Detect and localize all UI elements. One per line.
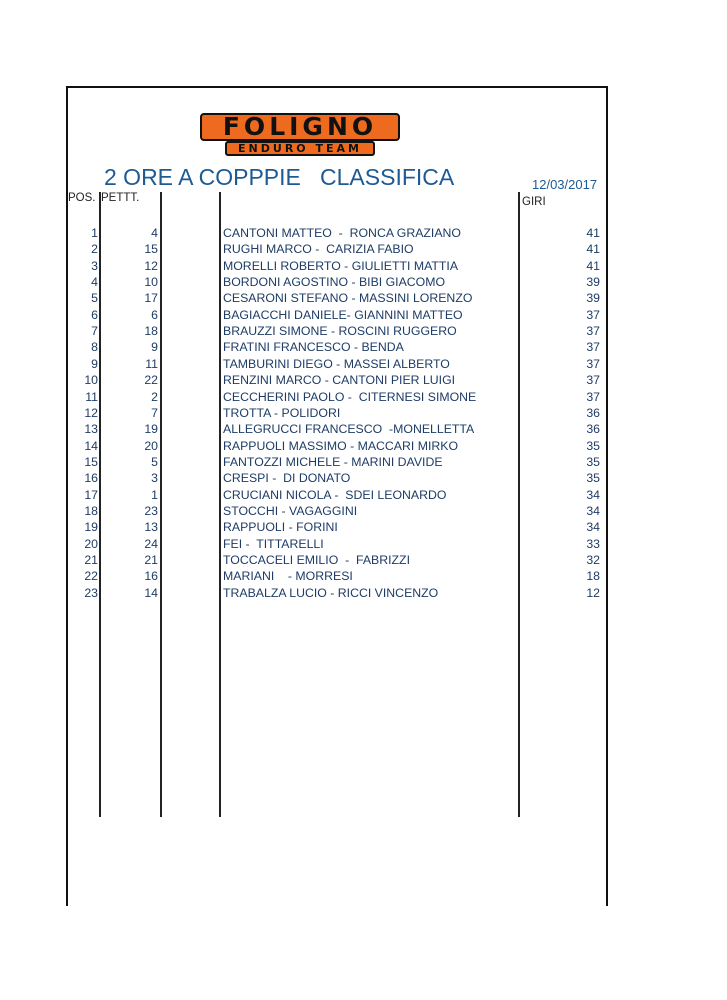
result-position: 18 [84, 503, 98, 518]
result-rider-pair: CRUCIANI NICOLA - SDEI LEONARDO [223, 487, 447, 502]
result-rider-pair: RENZINI MARCO - CANTONI PIER LUIGI [223, 373, 456, 388]
result-laps: 37 [586, 356, 600, 371]
result-bib-number: 11 [145, 356, 158, 371]
result-position: 15 [84, 454, 98, 469]
column-divider [99, 192, 101, 817]
result-position: 11 [85, 389, 98, 404]
result-bib-number: 12 [144, 258, 158, 273]
result-position: 9 [91, 356, 98, 371]
result-laps: 37 [586, 307, 600, 322]
result-rider-pair: ALLEGRUCCI FRANCESCO -MONELLETTA [223, 422, 475, 437]
result-bib-number: 13 [144, 520, 158, 535]
result-position: 5 [91, 291, 98, 306]
result-position: 12 [84, 405, 98, 420]
result-rider-pair: CANTONI MATTEO - RONCA GRAZIANO [223, 226, 461, 240]
result-bib-number: 3 [151, 471, 158, 486]
result-rider-pair: CRESPI - DI DONATO [223, 471, 351, 486]
result-laps: 34 [586, 520, 600, 535]
header-pettt: PETTT. [101, 192, 140, 204]
header-pos: POS. [68, 192, 96, 204]
result-rider-pair: BRAUZZI SIMONE - ROSCINI RUGGERO [223, 324, 457, 339]
result-laps: 37 [586, 373, 600, 388]
result-position: 3 [91, 258, 98, 273]
result-position: 22 [84, 569, 98, 584]
result-laps: 12 [586, 585, 600, 600]
result-laps: 37 [586, 324, 600, 339]
result-rider-pair: CECCHERINI PAOLO - CITERNESI SIMONE [223, 389, 477, 404]
result-rider-pair: TRABALZA LUCIO - RICCI VINCENZO [223, 585, 439, 600]
result-laps: 34 [586, 487, 600, 502]
result-laps: 34 [586, 503, 600, 518]
result-bib-number: 9 [151, 340, 158, 355]
result-rider-pair: BAGIACCHI DANIELE- GIANNINI MATTEO [223, 307, 463, 322]
column-divider [160, 192, 162, 817]
result-bib-number: 5 [151, 454, 158, 469]
column-divider [518, 192, 520, 817]
result-position: 16 [84, 471, 98, 486]
result-bib-number: 14 [144, 585, 158, 600]
result-rider-pair: RAPPUOLI MASSIMO - MACCARI MIRKO [223, 438, 459, 453]
result-rider-pair: FRATINI FRANCESCO - BENDA [223, 340, 404, 355]
result-laps: 33 [586, 536, 600, 551]
result-rider-pair: STOCCHI - VAGAGGINI [223, 503, 358, 518]
result-bib-number: 24 [144, 536, 158, 551]
result-laps: 39 [586, 275, 600, 290]
result-bib-number: 19 [144, 422, 158, 437]
result-laps: 41 [586, 258, 600, 273]
result-laps: 41 [586, 242, 600, 257]
result-position: 14 [84, 438, 98, 453]
result-rider-pair: CESARONI STEFANO - MASSINI LORENZO [223, 291, 473, 306]
result-rider-pair: FANTOZZI MICHELE - MARINI DAVIDE [223, 454, 443, 469]
result-rider-pair: MARIANI - MORRESI [223, 569, 353, 584]
result-position: 23 [84, 585, 98, 600]
result-rider-pair: RAPPUOLI - FORINI [223, 520, 338, 535]
result-position: 19 [84, 520, 98, 535]
result-position: 13 [84, 422, 98, 437]
result-rider-pair: MORELLI ROBERTO - GIULIETTI MATTIA [223, 258, 459, 273]
result-laps: 37 [586, 340, 600, 355]
result-laps: 18 [586, 569, 600, 584]
result-position: 21 [84, 553, 98, 567]
column-divider [219, 192, 221, 817]
event-date: 12/03/2017 [532, 177, 598, 192]
result-bib-number: 18 [144, 324, 158, 339]
result-rider-pair: FEI - TITTARELLI [223, 536, 324, 551]
result-rider-pair: BORDONI AGOSTINO - BIBI GIACOMO [223, 275, 446, 290]
result-bib-number: 4 [151, 226, 158, 240]
result-bib-number: 21 [144, 553, 158, 567]
header-giri: GIRI [522, 196, 546, 208]
result-rider-pair: TROTTA - POLIDORI [223, 405, 341, 420]
result-position: 6 [91, 307, 98, 322]
result-position: 4 [91, 275, 98, 290]
result-laps: 36 [586, 405, 600, 420]
result-bib-number: 22 [144, 373, 158, 388]
logo-text-foligno: FOLIGNO [200, 113, 400, 141]
result-bib-number: 1 [151, 487, 158, 502]
result-position: 17 [84, 487, 98, 502]
page-title: 2 ORE A COPPPIE CLASSIFICA [104, 164, 455, 190]
result-bib-number: 15 [144, 242, 158, 257]
result-laps: 32 [586, 553, 600, 567]
result-laps: 35 [586, 471, 600, 486]
result-laps: 35 [586, 438, 600, 453]
result-bib-number: 10 [144, 275, 158, 290]
result-laps: 39 [586, 291, 600, 306]
result-laps: 41 [586, 226, 600, 240]
logo-text-enduro-team: ENDURO TEAM [225, 141, 375, 156]
result-position: 1 [91, 226, 98, 240]
result-position: 20 [84, 536, 98, 551]
result-bib-number: 7 [151, 405, 158, 420]
result-bib-number: 2 [151, 389, 158, 404]
result-position: 8 [91, 340, 98, 355]
result-rider-pair: TOCCACELI EMILIO - FABRIZZI [223, 553, 410, 567]
result-laps: 36 [586, 422, 600, 437]
result-rider-pair: TAMBURINI DIEGO - MASSEI ALBERTO [223, 356, 450, 371]
result-position: 7 [91, 324, 98, 339]
result-bib-number: 23 [144, 503, 158, 518]
foligno-enduro-team-logo [200, 113, 400, 158]
result-rider-pair: RUGHI MARCO - CARIZIA FABIO [223, 242, 414, 257]
result-bib-number: 6 [151, 307, 158, 322]
result-laps: 37 [586, 389, 600, 404]
result-position: 2 [91, 242, 98, 257]
result-bib-number: 16 [144, 569, 158, 584]
result-laps: 35 [586, 454, 600, 469]
result-bib-number: 17 [144, 291, 158, 306]
result-bib-number: 20 [144, 438, 158, 453]
result-position: 10 [84, 373, 98, 388]
